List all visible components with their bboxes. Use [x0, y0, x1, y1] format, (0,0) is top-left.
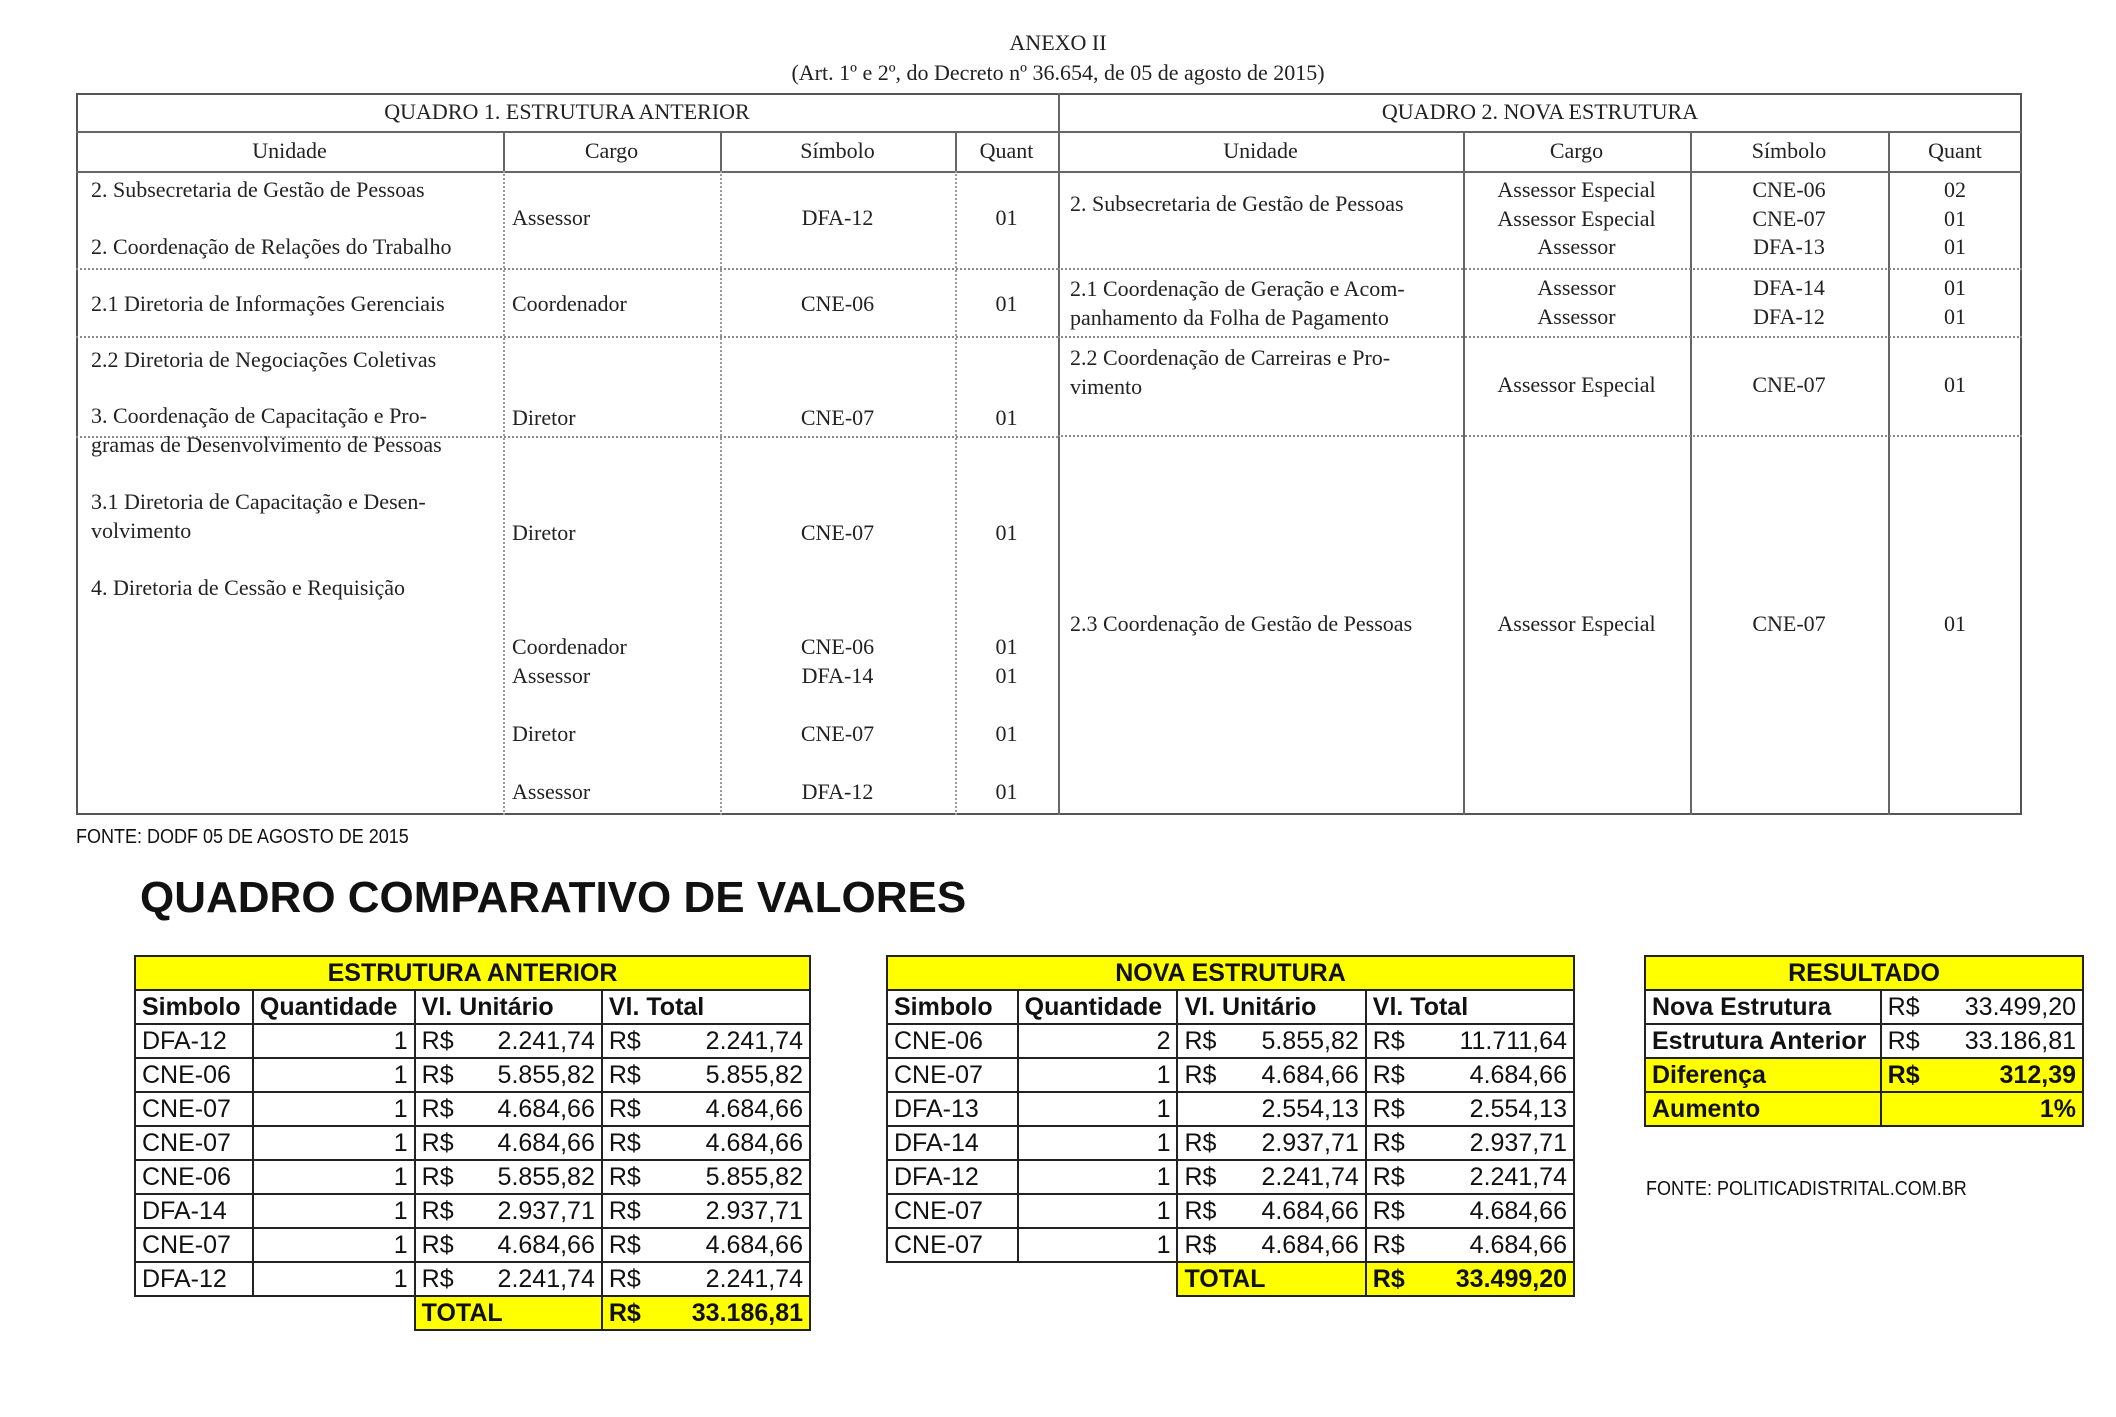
quantidade-cell: 1 [1018, 1126, 1178, 1160]
value: 2.241,74 [705, 1264, 803, 1293]
value: 4.684,66 [497, 1230, 595, 1259]
currency-label: R$ [608, 1060, 641, 1089]
q1-unidade: 2.2 Diretoria de Negociações Coletivas [91, 347, 437, 372]
table-row [887, 1024, 1574, 1058]
column-header-unidade: Unidade [1223, 138, 1298, 163]
table-row [887, 1228, 1574, 1262]
currency-label: R$ [1887, 1026, 1920, 1055]
quantidade-cell: 1 [253, 1058, 415, 1092]
q1-unidade: 2.1 Diretoria de Informações Gerenciais [91, 291, 445, 316]
total-cell [602, 1126, 810, 1160]
value: 5.855,82 [497, 1162, 595, 1191]
currency-label: R$ [1372, 1230, 1405, 1259]
currency-label: R$ [608, 1162, 641, 1191]
quantidade-cell: 1 [253, 1160, 415, 1194]
currency-label: R$ [1184, 1162, 1217, 1191]
column-header-quant: Quant [1928, 138, 1982, 163]
q2-cargo: Assessor [1537, 234, 1616, 259]
total-cell [1366, 1160, 1574, 1194]
table-row [1645, 1024, 2083, 1058]
result-value-cell [1881, 990, 2083, 1024]
header-vl-unitario: Vl. Unitário [1177, 990, 1365, 1024]
q1-quant: 01 [995, 291, 1018, 316]
table-row [135, 1058, 810, 1092]
total-cell [1366, 1228, 1574, 1262]
total-cell [602, 1092, 810, 1126]
value: 2.554,13 [1469, 1094, 1567, 1123]
value: 4.684,66 [497, 1094, 595, 1123]
currency-label: R$ [421, 1094, 454, 1123]
result-label: Diferença [1645, 1058, 1881, 1092]
q2-unidade: 2.1 Coordenação de Geração e Acom- [1070, 276, 1405, 301]
table-title: NOVA ESTRUTURA [887, 956, 1574, 990]
currency-label: R$ [1184, 1128, 1217, 1157]
q1-quant: 01 [995, 721, 1018, 746]
result-value: 33.186,81 [1964, 1026, 2076, 1055]
value: 2.241,74 [1261, 1162, 1359, 1191]
table-row [1645, 990, 2083, 1024]
row-divider [1058, 336, 2022, 338]
q2-cargo: Assessor [1537, 304, 1616, 329]
currency-label: R$ [608, 1094, 641, 1123]
total-value-cell [1366, 1262, 1574, 1296]
value: 5.855,82 [705, 1060, 803, 1089]
quantidade-cell: 1 [253, 1262, 415, 1296]
value: 2.241,74 [497, 1264, 595, 1293]
q2-simbolo: DFA-12 [1753, 304, 1825, 329]
unitario-cell [415, 1024, 602, 1058]
total-value-cell [602, 1296, 810, 1330]
value: 4.684,66 [705, 1128, 803, 1157]
q2-quant: 01 [1944, 234, 1966, 259]
simbolo-cell: CNE-07 [135, 1228, 253, 1262]
value: 2.937,71 [705, 1196, 803, 1225]
column-header-unidade: Unidade [252, 138, 327, 163]
total-cell [602, 1024, 810, 1058]
simbolo-cell: CNE-07 [887, 1228, 1018, 1262]
value: 2.241,74 [705, 1026, 803, 1055]
q1-quant: 01 [995, 205, 1018, 230]
q1-cargo: Coordenador [512, 291, 627, 316]
row-divider [76, 336, 1058, 338]
header-quantidade: Quantidade [253, 990, 415, 1024]
currency-label: R$ [421, 1162, 454, 1191]
currency-label: R$ [608, 1230, 641, 1259]
total-label: TOTAL [415, 1296, 602, 1330]
q2-quant: 01 [1944, 611, 1966, 636]
total-cell [1366, 1058, 1574, 1092]
currency-label: R$ [1887, 992, 1920, 1021]
q1-simbolo: CNE-06 [800, 291, 875, 316]
total-cell [602, 1058, 810, 1092]
q2-cargo: Assessor Especial [1497, 206, 1656, 231]
table-row [887, 1092, 1574, 1126]
total-row [887, 1262, 1574, 1296]
quantidade-cell: 1 [1018, 1228, 1178, 1262]
value: 2.937,71 [497, 1196, 595, 1225]
unitario-cell [415, 1126, 602, 1160]
row-divider [76, 268, 1058, 270]
simbolo-cell: CNE-07 [135, 1126, 253, 1160]
currency-label: R$ [1372, 1026, 1405, 1055]
currency-label: R$ [608, 1128, 641, 1157]
q1-cargo: Coordenador [512, 634, 627, 659]
currency-label: R$ [421, 1128, 454, 1157]
result-value-cell: 1% [1881, 1092, 2083, 1126]
q2-cargo: Assessor Especial [1497, 611, 1656, 636]
simbolo-cell: DFA-14 [135, 1194, 253, 1228]
annex-title: ANEXO II [1009, 30, 1107, 55]
q1-unidade: gramas de Desenvolvimento de Pessoas [91, 432, 442, 457]
total-cell [602, 1160, 810, 1194]
currency-label: R$ [1184, 1060, 1217, 1089]
q2-cargo: Assessor [1537, 275, 1616, 300]
unitario-cell [1177, 1194, 1365, 1228]
total-label: TOTAL [1177, 1262, 1365, 1296]
q2-unidade: 2. Subsecretaria de Gestão de Pessoas [1070, 191, 1404, 216]
unitario-cell [415, 1194, 602, 1228]
total-cell [1366, 1092, 1574, 1126]
header-quantidade: Quantidade [1018, 990, 1178, 1024]
header-simbolo: Simbolo [135, 990, 253, 1024]
q1-cargo: Assessor [512, 779, 591, 804]
table-row [135, 1126, 810, 1160]
unitario-cell [1177, 1058, 1365, 1092]
quantidade-cell: 1 [253, 1228, 415, 1262]
q2-quant: 01 [1944, 304, 1966, 329]
annex-divider [76, 171, 2022, 173]
column-header-cargo: Cargo [1549, 138, 1604, 163]
total-cell [602, 1262, 810, 1296]
q1-unidade: 3.1 Diretoria de Capacitação e Desen- [91, 489, 426, 514]
currency-label: R$ [608, 1298, 641, 1327]
value: 11.711,64 [1459, 1026, 1567, 1055]
value: 4.684,66 [497, 1128, 595, 1157]
value: 4.684,66 [1261, 1196, 1359, 1225]
currency-label: R$ [1372, 1060, 1405, 1089]
value: 2.241,74 [497, 1026, 595, 1055]
simbolo-cell: CNE-07 [887, 1058, 1018, 1092]
result-label: Aumento [1645, 1092, 1881, 1126]
q1-cargo: Diretor [512, 721, 576, 746]
table-row [887, 1194, 1574, 1228]
q1-cargo: Diretor [512, 405, 576, 430]
unitario-cell [1177, 1228, 1365, 1262]
q2-quant: 01 [1944, 275, 1966, 300]
quadro-separator [1058, 93, 1060, 815]
simbolo-cell: CNE-06 [887, 1024, 1018, 1058]
q1-quant: 01 [995, 663, 1018, 688]
total-cell [602, 1194, 810, 1228]
q2-simbolo: DFA-14 [1753, 275, 1825, 300]
total-value: 33.499,20 [1455, 1264, 1567, 1293]
total-cell [1366, 1024, 1574, 1058]
table-row [135, 1024, 810, 1058]
comparison-title: QUADRO COMPARATIVO DE VALORES [140, 873, 967, 922]
q1-simbolo: CNE-07 [800, 405, 875, 430]
total-cell [602, 1228, 810, 1262]
value: 2.241,74 [1469, 1162, 1567, 1191]
simbolo-cell: DFA-12 [887, 1160, 1018, 1194]
simbolo-cell: CNE-07 [887, 1194, 1018, 1228]
column-header-simbolo: Símbolo [800, 138, 875, 163]
table-row [135, 1262, 810, 1296]
value: 4.684,66 [1261, 1060, 1359, 1089]
source-note: FONTE: DODF 05 DE AGOSTO DE 2015 [76, 826, 409, 848]
q2-simbolo: DFA-13 [1753, 234, 1825, 259]
currency-label: R$ [608, 1026, 641, 1055]
q2-unidade: 2.3 Coordenação de Gestão de Pessoas [1070, 611, 1413, 636]
unitario-cell [415, 1092, 602, 1126]
currency-label: R$ [608, 1196, 641, 1225]
q2-quant: 01 [1944, 206, 1966, 231]
unitario-cell [1177, 1160, 1365, 1194]
currency-label: R$ [1372, 1128, 1405, 1157]
unitario-cell [415, 1228, 602, 1262]
row-divider [1058, 435, 2022, 437]
quantidade-cell: 1 [1018, 1058, 1178, 1092]
header-simbolo: Simbolo [887, 990, 1018, 1024]
table-row [135, 1092, 810, 1126]
currency-label: R$ [1372, 1162, 1405, 1191]
result-value: 33.499,20 [1964, 992, 2076, 1021]
column-header-simbolo: Símbolo [1751, 138, 1827, 163]
quantidade-cell: 1 [1018, 1160, 1178, 1194]
q1-simbolo: DFA-12 [801, 205, 874, 230]
q1-cargo: Assessor [512, 663, 591, 688]
simbolo-cell: DFA-12 [135, 1262, 253, 1296]
q1-unidade: 3. Coordenação de Capacitação e Pro- [91, 403, 427, 428]
value: 4.684,66 [705, 1230, 803, 1259]
value: 4.684,66 [1469, 1060, 1567, 1089]
table-row [887, 1160, 1574, 1194]
simbolo-cell: CNE-06 [135, 1058, 253, 1092]
q2-simbolo: CNE-07 [1752, 372, 1826, 397]
currency-label: R$ [1887, 1060, 1920, 1089]
table-row [887, 1126, 1574, 1160]
annex-subtitle: (Art. 1º e 2º, do Decreto nº 36.654, de 05 de agosto de 2015) [791, 60, 1325, 85]
q2-simbolo: CNE-07 [1752, 206, 1826, 231]
total-cell [1366, 1126, 1574, 1160]
quantidade-cell: 1 [253, 1194, 415, 1228]
unitario-cell [415, 1262, 602, 1296]
result-label: Nova Estrutura [1645, 990, 1881, 1024]
unitario-cell [415, 1058, 602, 1092]
unitario-cell [1177, 1126, 1365, 1160]
table-row [135, 1194, 810, 1228]
q1-cargo: Assessor [512, 205, 591, 230]
total-cell [1366, 1194, 1574, 1228]
q1-quant: 01 [995, 520, 1018, 545]
q2-unidade: vimento [1070, 374, 1143, 399]
quantidade-cell: 1 [253, 1092, 415, 1126]
value: 4.684,66 [1469, 1230, 1567, 1259]
currency-label: R$ [421, 1264, 454, 1293]
currency-label: R$ [608, 1264, 641, 1293]
quantidade-cell: 1 [1018, 1092, 1178, 1126]
value: 4.684,66 [1469, 1196, 1567, 1225]
q2-simbolo: CNE-07 [1752, 611, 1826, 636]
q2-unidade: panhamento da Folha de Pagamento [1070, 305, 1389, 330]
q2-simbolo: CNE-06 [1752, 177, 1826, 202]
quantidade-cell: 1 [253, 1126, 415, 1160]
quantidade-cell: 1 [1018, 1194, 1178, 1228]
unitario-cell [415, 1160, 602, 1194]
quantidade-cell: 1 [253, 1024, 415, 1058]
result-value-cell [1881, 1058, 2083, 1092]
value: 4.684,66 [705, 1094, 803, 1123]
currency-label: R$ [421, 1026, 454, 1055]
estrutura-anterior-table [134, 955, 811, 1331]
table-row [135, 1160, 810, 1194]
q2-unidade: 2.2 Coordenação de Carreiras e Pro- [1070, 345, 1391, 370]
column-header-cargo: Cargo [584, 138, 639, 163]
table-title: RESULTADO [1645, 956, 2083, 990]
currency-label: R$ [421, 1230, 454, 1259]
q2-cargo: Assessor Especial [1497, 372, 1656, 397]
header-vl-total: Vl. Total [602, 990, 810, 1024]
q2-quant: 01 [1944, 372, 1966, 397]
result-value-cell [1881, 1024, 2083, 1058]
resultado-table [1644, 955, 2084, 1127]
simbolo-cell: CNE-06 [135, 1160, 253, 1194]
value: 4.684,66 [1261, 1230, 1359, 1259]
row-divider [1058, 268, 2022, 270]
simbolo-cell: DFA-12 [135, 1024, 253, 1058]
q1-simbolo: CNE-07 [800, 721, 875, 746]
nova-estrutura-table [886, 955, 1575, 1297]
q1-unidade: 2. Coordenação de Relações do Trabalho [91, 234, 452, 259]
q1-unidade: volvimento [91, 518, 192, 543]
q1-simbolo: DFA-12 [801, 779, 874, 804]
table-row [135, 1228, 810, 1262]
value: 5.855,82 [497, 1060, 595, 1089]
total-value: 33.186,81 [691, 1298, 803, 1327]
table-title: ESTRUTURA ANTERIOR [135, 956, 810, 990]
result-label: Estrutura Anterior [1645, 1024, 1881, 1058]
quantidade-cell: 2 [1018, 1024, 1178, 1058]
q1-quant: 01 [995, 634, 1018, 659]
header-vl-unitario: Vl. Unitário [415, 990, 602, 1024]
value: 2.937,71 [1469, 1128, 1567, 1157]
q1-simbolo: CNE-07 [800, 520, 875, 545]
simbolo-cell: CNE-07 [135, 1092, 253, 1126]
value: 5.855,82 [1261, 1026, 1359, 1055]
currency-label: R$ [1372, 1196, 1405, 1225]
q1-quant: 01 [995, 405, 1018, 430]
table-row [887, 1058, 1574, 1092]
q2-cargo: Assessor Especial [1497, 177, 1656, 202]
value: 5.855,82 [705, 1162, 803, 1191]
source-note: FONTE: POLITICADISTRITAL.COM.BR [1646, 1178, 1967, 1200]
unitario-cell: 2.554,13 [1177, 1092, 1365, 1126]
q1-cargo: Diretor [512, 520, 576, 545]
q1-simbolo: CNE-06 [800, 634, 875, 659]
table-row [1645, 1058, 2083, 1092]
header-vl-total: Vl. Total [1366, 990, 1574, 1024]
total-row [135, 1296, 810, 1330]
currency-label: R$ [421, 1196, 454, 1225]
q1-unidade: 4. Diretoria de Cessão e Requisição [91, 575, 406, 600]
currency-label: R$ [1184, 1026, 1217, 1055]
column-header-quant: Quant [979, 138, 1034, 163]
value: 2.937,71 [1261, 1128, 1359, 1157]
quadro1-title: QUADRO 1. ESTRUTURA ANTERIOR [384, 99, 750, 124]
q2-quant: 02 [1944, 177, 1966, 202]
currency-label: R$ [1184, 1196, 1217, 1225]
result-value: 312,39 [1999, 1060, 2076, 1089]
q1-quant: 01 [995, 779, 1018, 804]
q1-unidade: 2. Subsecretaria de Gestão de Pessoas [91, 177, 425, 202]
currency-label: R$ [1372, 1264, 1405, 1293]
currency-label: R$ [1184, 1230, 1217, 1259]
table-row [1645, 1092, 2083, 1126]
quadro2-title: QUADRO 2. NOVA ESTRUTURA [1381, 99, 1699, 124]
simbolo-cell: DFA-14 [887, 1126, 1018, 1160]
unitario-cell [1177, 1024, 1365, 1058]
currency-label: R$ [1372, 1094, 1405, 1123]
currency-label: R$ [421, 1060, 454, 1089]
simbolo-cell: DFA-13 [887, 1092, 1018, 1126]
q1-simbolo: DFA-14 [801, 663, 874, 688]
